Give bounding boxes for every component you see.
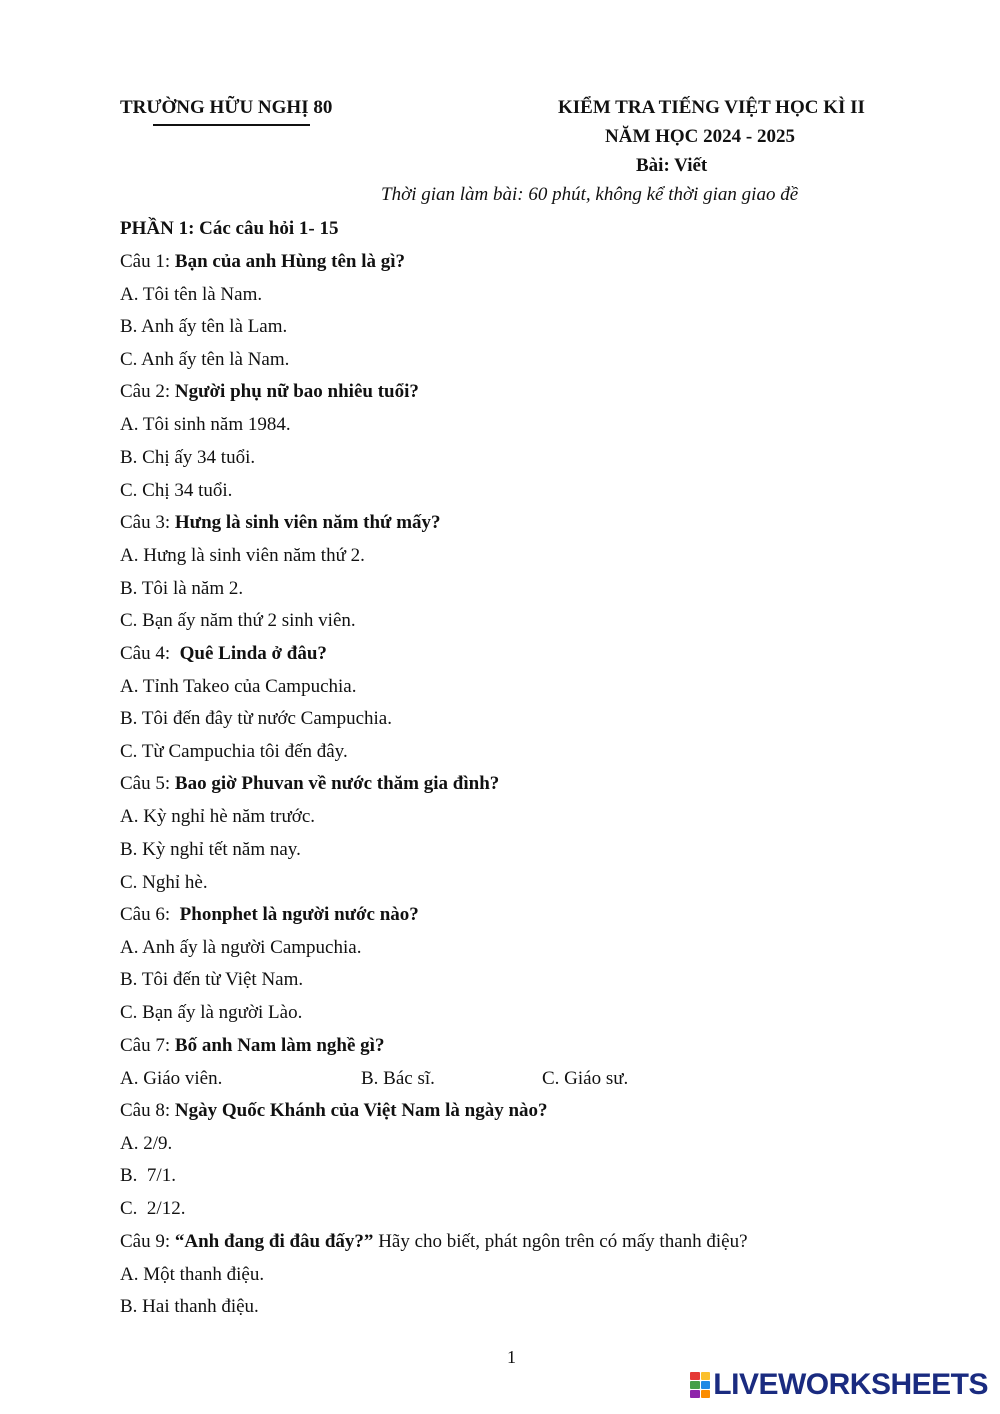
page-number: 1 <box>507 1347 516 1367</box>
answer-option: A. Một thanh điệu. <box>120 1264 265 1285</box>
question-5 <box>120 773 499 795</box>
answer-option: A. Hưng là sinh viên năm thứ 2. <box>120 545 365 566</box>
liveworksheets-wordmark: LIVEWORKSHEETS <box>713 1368 988 1401</box>
answer-option: C. Bạn ấy năm thứ 2 sinh viên. <box>120 610 356 631</box>
answer-option: B. Tôi đến từ Việt Nam. <box>120 969 304 990</box>
answer-option: B. Chị ấy 34 tuổi. <box>120 447 256 468</box>
question-text: Hưng là sinh viên năm thứ mấy? <box>174 512 441 533</box>
answer-option: A. Giáo viên. <box>120 1068 223 1089</box>
question-9 <box>120 1231 748 1253</box>
school-name: TRƯỜNG HỮU NGHỊ 80 <box>120 97 333 118</box>
part-title: PHẦN 1: Các câu hỏi 1- 15 <box>120 218 339 239</box>
question-8 <box>120 1100 548 1122</box>
question-label: Câu 6: <box>120 904 180 925</box>
question-6 <box>120 904 419 926</box>
question-label: Câu 8: <box>120 1100 175 1121</box>
answer-option: B. Hai thanh điệu. <box>120 1296 259 1317</box>
answer-option: A. Kỳ nghỉ hè năm trước. <box>120 806 316 827</box>
question-3 <box>120 512 441 534</box>
question-7 <box>120 1035 384 1057</box>
answer-option: C. Bạn ấy là người Lào. <box>120 1002 303 1023</box>
answer-option: C. Từ Campuchia tôi đến đây. <box>120 741 348 762</box>
answer-option: B. 7/1. <box>120 1165 176 1186</box>
question-text: Bạn của anh Hùng tên là gì? <box>174 251 406 272</box>
question-suffix: Hãy cho biết, phát ngôn trên có mấy thanh điệu? <box>373 1231 748 1252</box>
question-text: Người phụ nữ bao nhiêu tuổi? <box>174 381 419 402</box>
answer-option: A. 2/9. <box>120 1133 173 1154</box>
liveworksheets-logo-icon <box>690 1372 710 1398</box>
answer-option: C. Anh ấy tên là Nam. <box>120 349 290 370</box>
answer-option: A. Anh ấy là người Campuchia. <box>120 937 362 958</box>
question-label: Câu 5: <box>120 773 175 794</box>
question-text: Phonphet là người nước nào? <box>179 904 419 925</box>
answer-option: B. Tôi là năm 2. <box>120 578 244 599</box>
school-name-underline <box>153 124 310 126</box>
question-label: Câu 9: <box>120 1231 175 1252</box>
exam-subject: Bài: Viết <box>636 155 708 176</box>
answer-option: C. Nghỉ hè. <box>120 872 208 893</box>
question-text: Bố anh Nam làm nghề gì? <box>174 1035 385 1056</box>
exam-title: KIỂM TRA TIẾNG VIỆT HỌC KÌ II <box>558 97 865 118</box>
question-label: Câu 1: <box>120 251 175 272</box>
answer-option: C. Chị 34 tuổi. <box>120 480 233 501</box>
answer-option: A. Tỉnh Takeo của Campuchia. <box>120 676 357 697</box>
question-label: Câu 3: <box>120 512 175 533</box>
question-text: Quê Linda ở đâu? <box>179 643 327 664</box>
question-text: “Anh đang đi đâu đấy?” <box>174 1231 374 1252</box>
question-text: Bao giờ Phuvan về nước thăm gia đình? <box>174 773 500 794</box>
answer-option: B. Bác sĩ. <box>361 1068 435 1089</box>
question-4 <box>120 643 327 665</box>
question-label: Câu 7: <box>120 1035 175 1056</box>
question-text: Ngày Quốc Khánh của Việt Nam là ngày nào? <box>174 1100 548 1121</box>
answer-option: C. Giáo sư. <box>542 1068 629 1089</box>
answer-option: B. Kỳ nghỉ tết năm nay. <box>120 839 301 860</box>
question-2 <box>120 381 419 403</box>
school-year: NĂM HỌC 2024 - 2025 <box>605 126 795 147</box>
answer-option: B. Anh ấy tên là Lam. <box>120 316 288 337</box>
answer-option: A. Tôi tên là Nam. <box>120 284 263 305</box>
answer-option: C. 2/12. <box>120 1198 186 1219</box>
liveworksheets-brand <box>690 1368 988 1402</box>
question-label: Câu 2: <box>120 381 175 402</box>
answer-option: A. Tôi sinh năm 1984. <box>120 414 291 435</box>
question-label: Câu 4: <box>120 643 180 664</box>
time-note: Thời gian làm bài: 60 phút, không kể thời gian giao đề <box>381 184 799 205</box>
answer-option: B. Tôi đến đây từ nước Campuchia. <box>120 708 392 729</box>
question-1 <box>120 251 405 273</box>
